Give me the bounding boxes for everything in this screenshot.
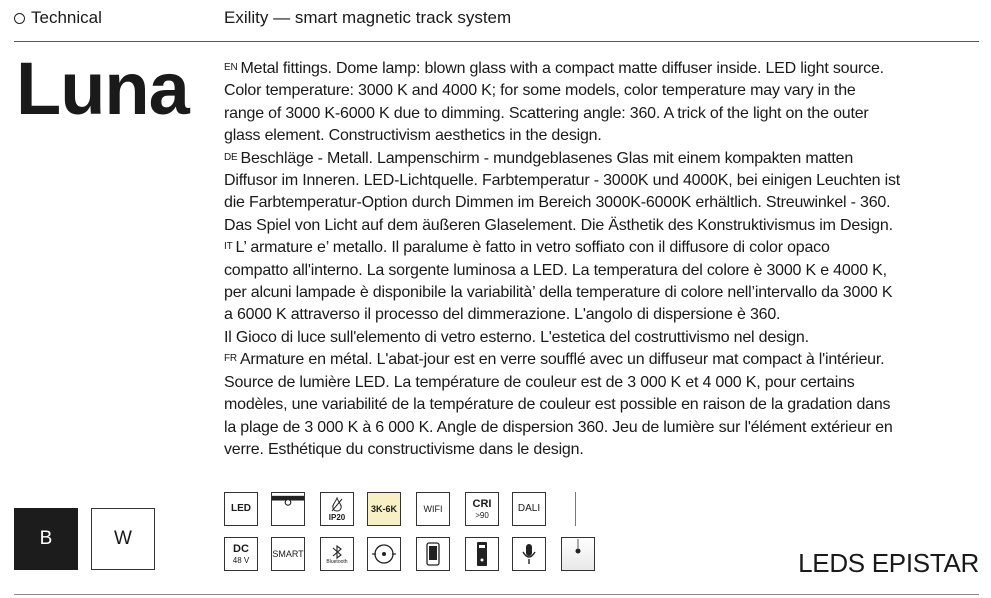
description-text: Source de lumière LED. La température de couleur est de 3 000 K et 4 000 K, pour certains <box>224 373 855 391</box>
description-line <box>224 417 984 439</box>
description-line <box>224 394 984 416</box>
description-line <box>224 125 984 147</box>
description-line <box>224 282 984 304</box>
cri-label: CRI <box>472 497 492 510</box>
remote-control-icon <box>465 537 499 571</box>
description-text: a 6000 K attraverso il processo del dimmerazione. L'angolo di dispersione è 360. <box>224 306 781 324</box>
description-line <box>224 304 984 326</box>
product-line: Exility — smart magnetic track system <box>224 8 512 27</box>
finish-black-label: B <box>39 528 53 549</box>
bottom-divider <box>14 594 979 595</box>
description-text: modèles, une variabilité de la température de couleur est possible en raison de la gradation dans <box>224 396 891 414</box>
description-line <box>224 215 984 237</box>
description-line <box>224 237 984 259</box>
description-text: range of 3000 K-6000 K due to dimming. Scattering angle: 360. A trick of the light on the outer <box>224 104 869 122</box>
finish-swatch-black[interactable] <box>14 508 78 570</box>
description-line <box>224 349 984 371</box>
description-text: glass element. Constructivism aesthetics in the design. <box>224 127 602 145</box>
description-text: la plage de 3 000 K à 6 000 K. Angle de dispersion 360. Jeu de lumière sur l'élément extérieur en <box>224 418 893 436</box>
track-mount-icon <box>271 492 305 526</box>
description-line <box>224 439 984 461</box>
section-label-text: Technical <box>31 8 102 27</box>
product-title: Luna <box>16 47 189 130</box>
description-line <box>224 170 984 192</box>
smart-label: SMART <box>272 548 304 559</box>
dali-label: DALI <box>517 503 541 514</box>
circle-bullet-icon <box>14 13 25 24</box>
led-icon <box>224 492 258 526</box>
description-text: Il Gioco di luce sull'elemento di vetro esterno. L'estetica del costruttivismo nel design. <box>224 328 809 346</box>
bluetooth-icon <box>320 537 354 571</box>
finish-swatch-white[interactable] <box>91 508 155 570</box>
description-text: verre. Esthétique du constructivisme dans le design. <box>224 440 584 458</box>
description-text: Diffusor im Inneren. LED-Lichtquelle. Farbtemperatur - 3000K und 4000K, bei einigen Leuchten ist <box>224 172 901 190</box>
dc-voltage: 48 V <box>232 555 250 565</box>
language-tag: IT <box>224 241 233 253</box>
dimmer-icon <box>367 537 401 571</box>
description-line <box>224 80 984 102</box>
ip20-label: IP20 <box>328 512 346 522</box>
language-tag: FR <box>224 353 237 365</box>
description-text: per alcuni lampade è disponibile la variabilità’ della temperature di colore nell’intervallo da 3000 K <box>224 284 893 302</box>
cct-range-icon <box>367 492 401 526</box>
cri-icon <box>465 492 499 526</box>
description-line <box>224 103 984 125</box>
divider-line <box>575 492 576 526</box>
language-tag: EN <box>224 62 238 73</box>
smartphone-icon <box>416 537 450 571</box>
description-line <box>224 192 984 214</box>
description-block <box>224 58 984 461</box>
wifi-icon <box>416 492 450 526</box>
description-text: Color temperature: 3000 K and 4000 K; for some models, color temperature may vary in the <box>224 82 856 100</box>
description-line <box>224 58 984 80</box>
led-icon-label: LED <box>231 503 251 514</box>
dc-label: DC <box>233 542 249 555</box>
cct-range-label: 3K-6K <box>370 503 397 514</box>
dc-48v-icon <box>224 537 258 571</box>
cri-value: >90 <box>475 510 489 520</box>
section-label <box>14 8 102 28</box>
description-text: Armature en métal. L'abat-jour est en verre soufflé avec un diffuseur mat compact à l'intérieur. <box>239 351 885 369</box>
top-divider <box>14 41 979 42</box>
description-text: Beschläge - Metall. Lampenschirm - mundgeblasenes Glas mit einem kompakten matten <box>240 149 854 167</box>
voice-control-icon <box>512 537 546 571</box>
wifi-label: WIFI <box>423 503 443 514</box>
description-text: Metal fittings. Dome lamp: blown glass with a compact matte diffuser inside. LED light source. <box>240 60 884 77</box>
language-tag: DE <box>224 151 238 163</box>
description-line <box>224 372 984 394</box>
bluetooth-label: Bluetooth <box>326 558 348 565</box>
description-text: compatto all'interno. La sorgente luminosa a LED. La temperatura del colore è 3000 K e 4000 K, <box>224 261 887 279</box>
description-text: L’ armature e’ metallo. Il paralume è fatto in vetro soffiato con il diffusore di color opaco <box>235 239 830 257</box>
description-text: die Farbtemperatur-Option durch Dimmen im Bereich 3000K-6000K erhältlich. Streuwinkel - 360. <box>224 194 891 212</box>
glow-light-icon <box>561 537 595 571</box>
description-text: Das Spiel von Licht auf dem äußeren Glaselement. Die Ästhetik des Konstruktivismus im Design. <box>224 216 893 234</box>
description-line <box>224 148 984 170</box>
brand-label: LEDS EPISTAR <box>798 548 979 578</box>
ip20-icon <box>320 492 354 526</box>
finish-white-label: W <box>114 528 132 549</box>
description-line <box>224 327 984 349</box>
smart-icon <box>271 537 305 571</box>
description-line <box>224 260 984 282</box>
dali-icon <box>512 492 546 526</box>
